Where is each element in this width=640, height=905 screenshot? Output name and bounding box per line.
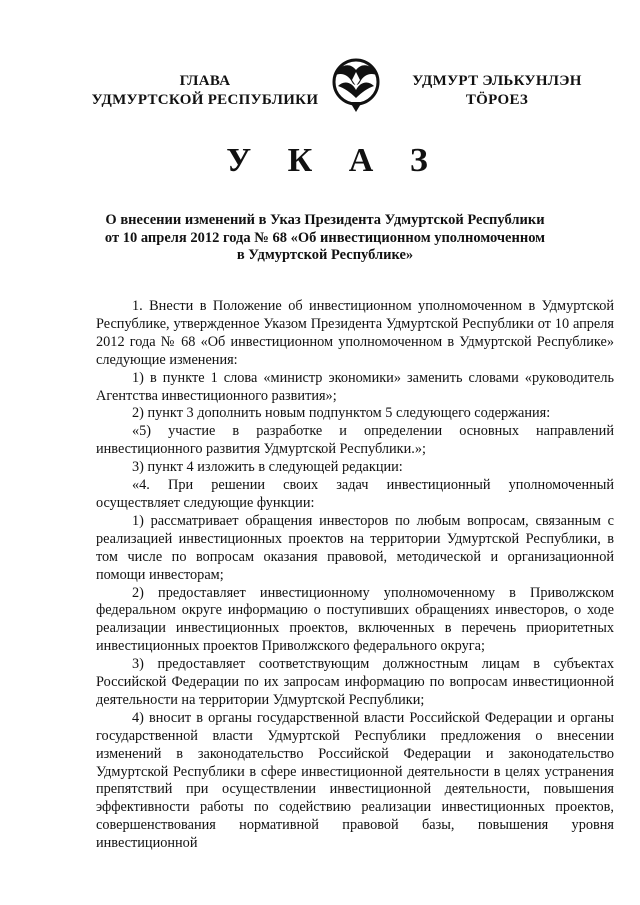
- document-body: [96, 298, 614, 853]
- issuer-russian-line2: УДМУРТСКОЙ РЕСПУБЛИКИ: [91, 92, 319, 108]
- paragraph-4: «5) участие в разработке и определении основных направлений инвестиционного развития Удмуртской Республики.»;: [96, 423, 614, 458]
- issuer-udmurt: [382, 72, 612, 110]
- paragraph-10: 4) вносит в органы государственной власти Российской Федерации и органы государственной власти Удмуртской Республики предложения о внесении изменений в законодательство Российской Федерации и законодательство Удмуртской Республики в сфере инвестиционной деятельности в целях устранения препятствий при осуществлении инвестиционной деятельности, повышения эффективности работы по содействию реализации инвестиционных проектов, совершенствования нормативной правовой базы, повышения уровня инвестиционной: [96, 709, 614, 852]
- paragraph-9: 3) предоставляет соответствующим должностным лицам в субъектах Российской Федерации по их запросам информацию по вопросам инвестиционной деятельности на территории Удмуртской Республики;: [96, 656, 614, 708]
- coat-of-arms-icon: [330, 56, 382, 114]
- paragraph-5: 3) пункт 4 изложить в следующей редакции:: [132, 459, 403, 476]
- paragraph-7: 1) рассматривает обращения инвесторов по любым вопросам, связанным с реализацией инвестиционных проектов на территории Удмуртской Республики, в том числе по вопросам оказания правовой, методической и организационной помощи инвесторам;: [96, 512, 614, 583]
- issuer-russian-line1: ГЛАВА: [179, 73, 231, 89]
- paragraph-2: 1) в пункте 1 слова «министр экономики» заменить словами «руководитель Агентства инвестиционного развития»;: [96, 369, 614, 404]
- document-subject: [95, 212, 555, 265]
- subject-line1: О внесении изменений в Указ Президента Удмуртской Республики: [105, 212, 545, 228]
- paragraph-3: 2) пункт 3 дополнить новым подпунктом 5 следующего содержания:: [132, 405, 551, 422]
- document-title: У К А З: [226, 142, 442, 179]
- paragraph-1: 1. Внести в Положение об инвестиционном уполномоченном в Удмуртской Республике, утвержденное Указом Президента Удмуртской Республики от 10 апреля 2012 года № 68 «Об инвестиционном уполномоченном в Удмуртской Республике» следующие изменения:: [96, 298, 614, 368]
- issuer-udmurt-line2: ТӦРОЕЗ: [465, 92, 529, 108]
- issuer-udmurt-line1: УДМУРТ ЭЛЬКУНЛЭН: [412, 73, 582, 89]
- paragraph-6: «4. При решении своих задач инвестиционный уполномоченный осуществляет следующие функции:: [96, 477, 614, 511]
- subject-line2: от 10 апреля 2012 года № 68 «Об инвестиционном уполномоченном: [104, 229, 546, 246]
- issuer-russian: [80, 72, 330, 110]
- subject-line3: в Удмуртской Республике»: [236, 247, 414, 263]
- paragraph-8: 2) предоставляет инвестиционному уполномоченному в Приволжском федеральном округе информацию о поступивших обращениях инвесторов, о ходе реализации инвестиционных проектов, включенных в перечень приоритетных инвестиционных проектов Приволжского федерального округа;: [96, 584, 614, 655]
